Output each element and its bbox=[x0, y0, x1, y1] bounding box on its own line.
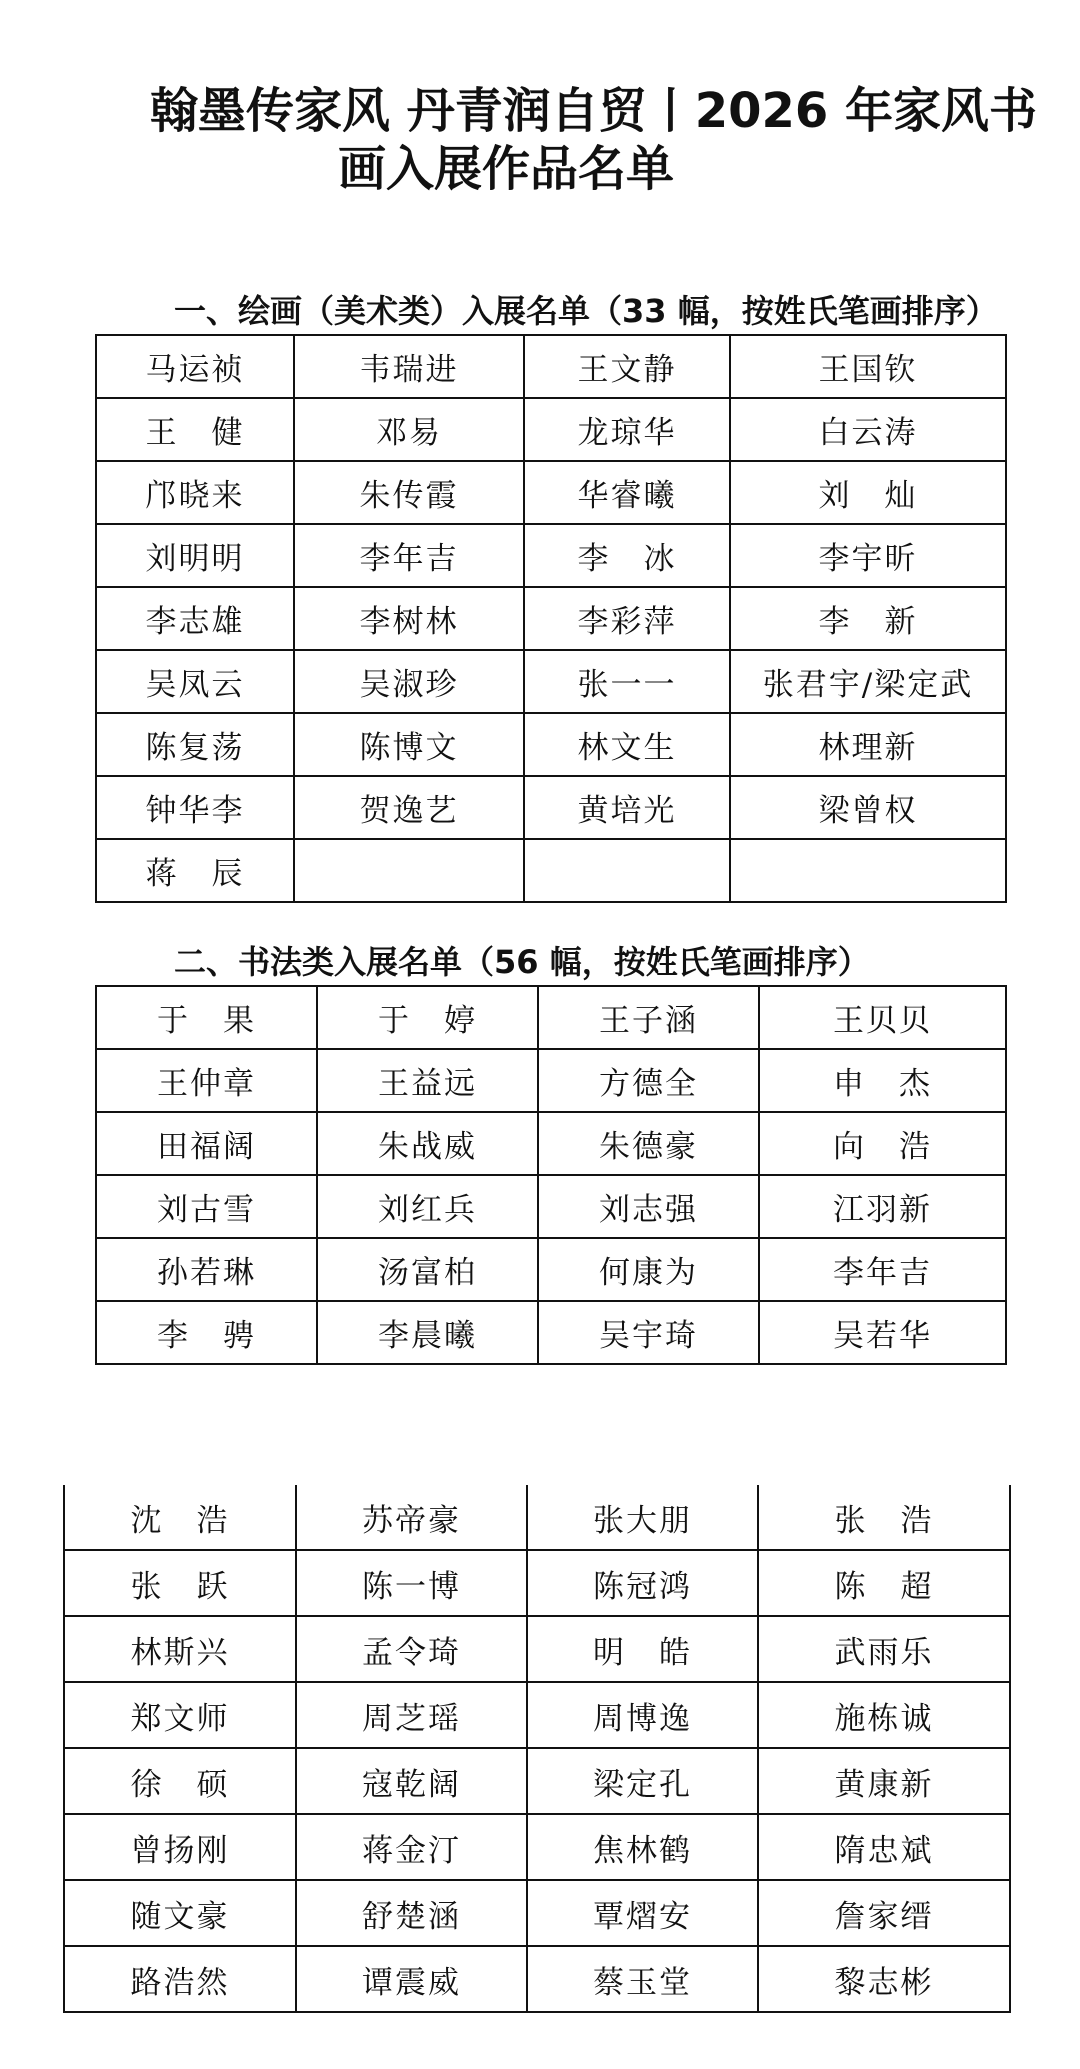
name-cell: 孙若琳 bbox=[96, 1238, 317, 1301]
name-cell: 韦瑞进 bbox=[294, 335, 524, 398]
name-cell: 随文豪 bbox=[64, 1880, 296, 1946]
name-cell: 寇乾阔 bbox=[296, 1748, 527, 1814]
painting-list-table bbox=[95, 334, 1007, 903]
calligraphy-row bbox=[96, 1175, 1006, 1238]
painting-row bbox=[96, 398, 1006, 461]
painting-row bbox=[96, 587, 1006, 650]
name-cell: 隋忠斌 bbox=[758, 1814, 1010, 1880]
calligraphy-row bbox=[96, 986, 1006, 1049]
name-cell: 张 跃 bbox=[64, 1550, 296, 1616]
calligraphy-row bbox=[64, 1748, 1010, 1814]
name-cell: 武雨乐 bbox=[758, 1616, 1010, 1682]
name-cell: 邓易 bbox=[294, 398, 524, 461]
name-cell: 于 婷 bbox=[317, 986, 538, 1049]
name-cell: 刘明明 bbox=[96, 524, 294, 587]
name-cell: 王子涵 bbox=[538, 986, 759, 1049]
name-cell: 沈 浩 bbox=[64, 1485, 296, 1550]
name-cell: 林斯兴 bbox=[64, 1616, 296, 1682]
painting-section-heading bbox=[174, 286, 998, 332]
name-cell: 黄康新 bbox=[758, 1748, 1010, 1814]
name-cell: 吴宇琦 bbox=[538, 1301, 759, 1364]
name-cell: 华睿曦 bbox=[524, 461, 730, 524]
name-cell: 李年吉 bbox=[759, 1238, 1006, 1301]
name-cell: 王益远 bbox=[317, 1049, 538, 1112]
name-cell: 林文生 bbox=[524, 713, 730, 776]
name-cell: 谭震威 bbox=[296, 1946, 527, 2012]
name-cell: 黎志彬 bbox=[758, 1946, 1010, 2012]
name-cell: 覃熠安 bbox=[527, 1880, 758, 1946]
calligraphy-list-table-part-2 bbox=[63, 1485, 1011, 2013]
name-cell: 李晨曦 bbox=[317, 1301, 538, 1364]
name-cell: 汤富柏 bbox=[317, 1238, 538, 1301]
name-cell: 李年吉 bbox=[294, 524, 524, 587]
calligraphy-row bbox=[64, 1550, 1010, 1616]
painting-section-title: 一、绘画（美术类）入展名单 bbox=[174, 292, 591, 330]
name-cell: 李 冰 bbox=[524, 524, 730, 587]
name-cell: 梁定孔 bbox=[527, 1748, 758, 1814]
calligraphy-row bbox=[64, 1880, 1010, 1946]
name-cell: 郑文师 bbox=[64, 1682, 296, 1748]
name-cell: 蒋 辰 bbox=[96, 839, 294, 902]
name-cell: 周博逸 bbox=[527, 1682, 758, 1748]
painting-row bbox=[96, 335, 1006, 398]
name-cell: 周芝瑶 bbox=[296, 1682, 527, 1748]
name-cell: 王仲章 bbox=[96, 1049, 317, 1112]
calligraphy-row bbox=[96, 1238, 1006, 1301]
calligraphy-row bbox=[96, 1301, 1006, 1364]
name-cell: 申 杰 bbox=[759, 1049, 1006, 1112]
name-cell: 李 骋 bbox=[96, 1301, 317, 1364]
calligraphy-row bbox=[64, 1682, 1010, 1748]
name-cell: 焦林鹤 bbox=[527, 1814, 758, 1880]
name-cell: 王国钦 bbox=[730, 335, 1006, 398]
name-cell: 李志雄 bbox=[96, 587, 294, 650]
name-cell bbox=[524, 839, 730, 902]
name-cell: 田福阔 bbox=[96, 1112, 317, 1175]
name-cell: 马运祯 bbox=[96, 335, 294, 398]
name-cell: 王贝贝 bbox=[759, 986, 1006, 1049]
document-title bbox=[150, 82, 1038, 198]
name-cell: 江羽新 bbox=[759, 1175, 1006, 1238]
name-cell: 张一一 bbox=[524, 650, 730, 713]
name-cell: 李 新 bbox=[730, 587, 1006, 650]
calligraphy-row bbox=[96, 1112, 1006, 1175]
name-cell: 蒋金汀 bbox=[296, 1814, 527, 1880]
name-cell: 吴凤云 bbox=[96, 650, 294, 713]
name-cell: 邝晓来 bbox=[96, 461, 294, 524]
title-line-1: 翰墨传家风 丹青润自贸丨2026 年家风书 bbox=[150, 83, 1038, 139]
name-cell: 陈复荡 bbox=[96, 713, 294, 776]
name-cell: 方德全 bbox=[538, 1049, 759, 1112]
painting-row bbox=[96, 461, 1006, 524]
name-cell: 曾扬刚 bbox=[64, 1814, 296, 1880]
name-cell: 徐 硕 bbox=[64, 1748, 296, 1814]
name-cell: 路浩然 bbox=[64, 1946, 296, 2012]
name-cell: 朱德豪 bbox=[538, 1112, 759, 1175]
name-cell: 刘志强 bbox=[538, 1175, 759, 1238]
calligraphy-row bbox=[64, 1946, 1010, 2012]
name-cell: 贺逸艺 bbox=[294, 776, 524, 839]
name-cell: 张大朋 bbox=[527, 1485, 758, 1550]
name-cell: 何康为 bbox=[538, 1238, 759, 1301]
calligraphy-section-note: （56 幅，按姓氏笔画排序） bbox=[462, 943, 870, 981]
name-cell: 朱战威 bbox=[317, 1112, 538, 1175]
name-cell: 李树林 bbox=[294, 587, 524, 650]
name-cell: 陈 超 bbox=[758, 1550, 1010, 1616]
name-cell: 林理新 bbox=[730, 713, 1006, 776]
name-cell: 陈冠鸿 bbox=[527, 1550, 758, 1616]
name-cell: 向 浩 bbox=[759, 1112, 1006, 1175]
painting-row bbox=[96, 839, 1006, 902]
name-cell: 李彩萍 bbox=[524, 587, 730, 650]
name-cell: 钟华李 bbox=[96, 776, 294, 839]
name-cell: 朱传霞 bbox=[294, 461, 524, 524]
name-cell: 白云涛 bbox=[730, 398, 1006, 461]
name-cell: 刘古雪 bbox=[96, 1175, 317, 1238]
name-cell: 明 皓 bbox=[527, 1616, 758, 1682]
name-cell bbox=[294, 839, 524, 902]
name-cell: 苏帝豪 bbox=[296, 1485, 527, 1550]
painting-row bbox=[96, 713, 1006, 776]
name-cell: 刘 灿 bbox=[730, 461, 1006, 524]
name-cell: 施栋诚 bbox=[758, 1682, 1010, 1748]
name-cell: 王 健 bbox=[96, 398, 294, 461]
painting-row bbox=[96, 650, 1006, 713]
calligraphy-row bbox=[96, 1049, 1006, 1112]
name-cell bbox=[730, 839, 1006, 902]
name-cell: 梁曾权 bbox=[730, 776, 1006, 839]
name-cell: 詹家缙 bbox=[758, 1880, 1010, 1946]
name-cell: 于 果 bbox=[96, 986, 317, 1049]
name-cell: 王文静 bbox=[524, 335, 730, 398]
name-cell: 龙琼华 bbox=[524, 398, 730, 461]
name-cell: 吴淑珍 bbox=[294, 650, 524, 713]
name-cell: 陈博文 bbox=[294, 713, 524, 776]
calligraphy-section-heading bbox=[174, 937, 870, 983]
name-cell: 张君宇/梁定武 bbox=[730, 650, 1006, 713]
calligraphy-row bbox=[64, 1485, 1010, 1550]
calligraphy-list-table-part-1 bbox=[95, 985, 1007, 1365]
title-line-2: 画入展作品名单 bbox=[338, 141, 675, 197]
name-cell: 孟令琦 bbox=[296, 1616, 527, 1682]
name-cell: 李宇昕 bbox=[730, 524, 1006, 587]
name-cell: 刘红兵 bbox=[317, 1175, 538, 1238]
name-cell: 舒楚涵 bbox=[296, 1880, 527, 1946]
painting-row bbox=[96, 524, 1006, 587]
calligraphy-section-title: 二、书法类入展名单 bbox=[174, 943, 463, 981]
name-cell: 陈一博 bbox=[296, 1550, 527, 1616]
painting-section-note: （33 幅，按姓氏笔画排序） bbox=[590, 292, 998, 330]
calligraphy-row bbox=[64, 1616, 1010, 1682]
name-cell: 吴若华 bbox=[759, 1301, 1006, 1364]
painting-row bbox=[96, 776, 1006, 839]
name-cell: 蔡玉堂 bbox=[527, 1946, 758, 2012]
name-cell: 张 浩 bbox=[758, 1485, 1010, 1550]
calligraphy-row bbox=[64, 1814, 1010, 1880]
name-cell: 黄培光 bbox=[524, 776, 730, 839]
